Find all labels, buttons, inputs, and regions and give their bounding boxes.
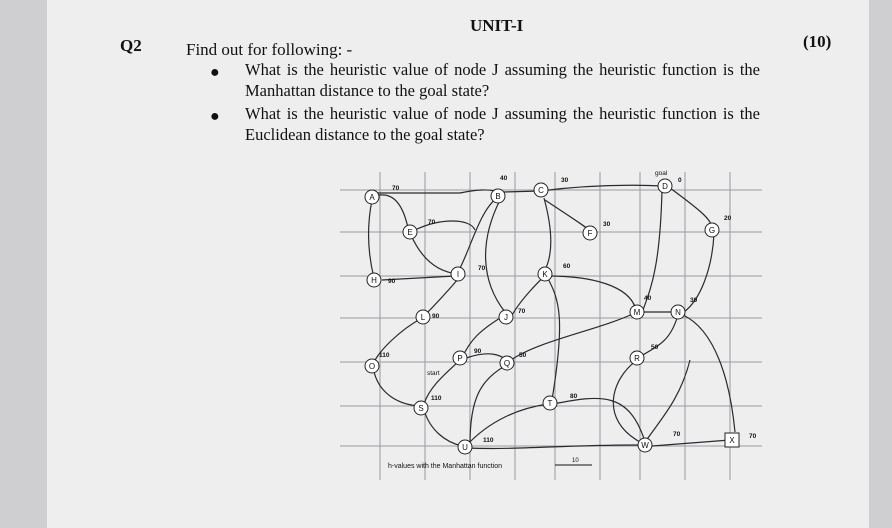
scale-label: 10 <box>572 458 579 464</box>
svg-text:N: N <box>675 308 681 317</box>
diagram-footnote: h-values with the Manhattan function <box>388 463 503 470</box>
question-intro: Find out for following: - <box>186 40 353 59</box>
node-a <box>365 190 379 204</box>
svg-text:110: 110 <box>379 352 390 359</box>
node-h <box>367 273 381 287</box>
svg-text:L: L <box>420 313 426 322</box>
svg-text:80: 80 <box>570 393 578 400</box>
svg-text:Q: Q <box>503 359 511 368</box>
question-item-2: What is the heuristic value of node J assuming the heuristic function is the Euclidean distance to the goal state? <box>245 104 760 144</box>
svg-text:110: 110 <box>431 395 442 402</box>
node-r <box>630 351 644 365</box>
svg-text:M: M <box>633 308 641 317</box>
node-t <box>543 396 557 410</box>
svg-text:90: 90 <box>474 348 482 355</box>
node-g <box>705 223 719 237</box>
svg-text:50: 50 <box>651 344 659 351</box>
svg-text:70: 70 <box>428 219 436 226</box>
node-o <box>365 359 379 373</box>
svg-text:K: K <box>542 270 548 279</box>
question-number: Q2 <box>120 36 142 55</box>
node-p <box>453 351 467 365</box>
svg-text:X: X <box>729 436 735 445</box>
svg-text:90: 90 <box>388 278 396 285</box>
svg-text:S: S <box>418 404 424 413</box>
svg-text:B: B <box>495 192 501 201</box>
svg-text:W: W <box>641 441 649 450</box>
svg-text:30: 30 <box>561 177 569 184</box>
svg-text:30: 30 <box>603 221 611 228</box>
node-l <box>416 310 430 324</box>
bullet-icon: ● <box>210 108 220 125</box>
svg-text:70: 70 <box>673 431 681 438</box>
svg-text:0: 0 <box>678 177 682 184</box>
svg-text:P: P <box>457 354 463 363</box>
svg-text:O: O <box>368 362 376 371</box>
svg-text:60: 60 <box>563 263 571 270</box>
node-c <box>534 183 548 197</box>
svg-text:C: C <box>538 186 544 195</box>
node-e <box>403 225 417 239</box>
svg-text:40: 40 <box>500 175 508 182</box>
svg-text:90: 90 <box>432 313 440 320</box>
node-q <box>500 356 514 370</box>
node-u <box>458 440 472 454</box>
svg-text:70: 70 <box>518 308 526 315</box>
node-x <box>725 433 739 447</box>
svg-text:30: 30 <box>690 297 698 304</box>
svg-text:U: U <box>462 443 468 452</box>
svg-text:A: A <box>369 193 375 202</box>
svg-text:20: 20 <box>724 215 732 222</box>
svg-text:F: F <box>587 229 593 238</box>
start-label: start <box>427 370 440 377</box>
node-b <box>491 189 505 203</box>
node-i <box>451 267 465 281</box>
node-j <box>499 310 513 324</box>
svg-text:E: E <box>407 228 413 237</box>
svg-text:G: G <box>708 226 716 235</box>
question-item-1: What is the heuristic value of node J assuming the heuristic function is the Manhattan distance to the goal state? <box>245 60 760 100</box>
node-m <box>630 305 644 319</box>
unit-heading: UNIT-I <box>470 16 524 35</box>
svg-text:50: 50 <box>519 352 527 359</box>
svg-text:I: I <box>456 270 460 279</box>
svg-text:70: 70 <box>392 185 400 192</box>
svg-text:R: R <box>634 354 640 363</box>
svg-text:110: 110 <box>483 437 494 444</box>
node-d <box>658 179 672 193</box>
svg-text:70: 70 <box>478 265 486 272</box>
svg-text:40: 40 <box>644 295 652 302</box>
graph-nodes <box>365 179 739 454</box>
question-marks: (10) <box>803 32 832 51</box>
svg-text:H: H <box>371 276 377 285</box>
svg-text:70: 70 <box>749 433 757 440</box>
svg-text:D: D <box>662 182 668 191</box>
node-n <box>671 305 685 319</box>
goal-label: goal <box>655 170 668 177</box>
node-f <box>583 226 597 240</box>
node-w <box>638 438 652 452</box>
svg-text:J: J <box>504 313 508 322</box>
svg-text:T: T <box>547 399 553 408</box>
node-s <box>414 401 428 415</box>
bullet-icon: ● <box>210 64 220 81</box>
node-k <box>538 267 552 281</box>
